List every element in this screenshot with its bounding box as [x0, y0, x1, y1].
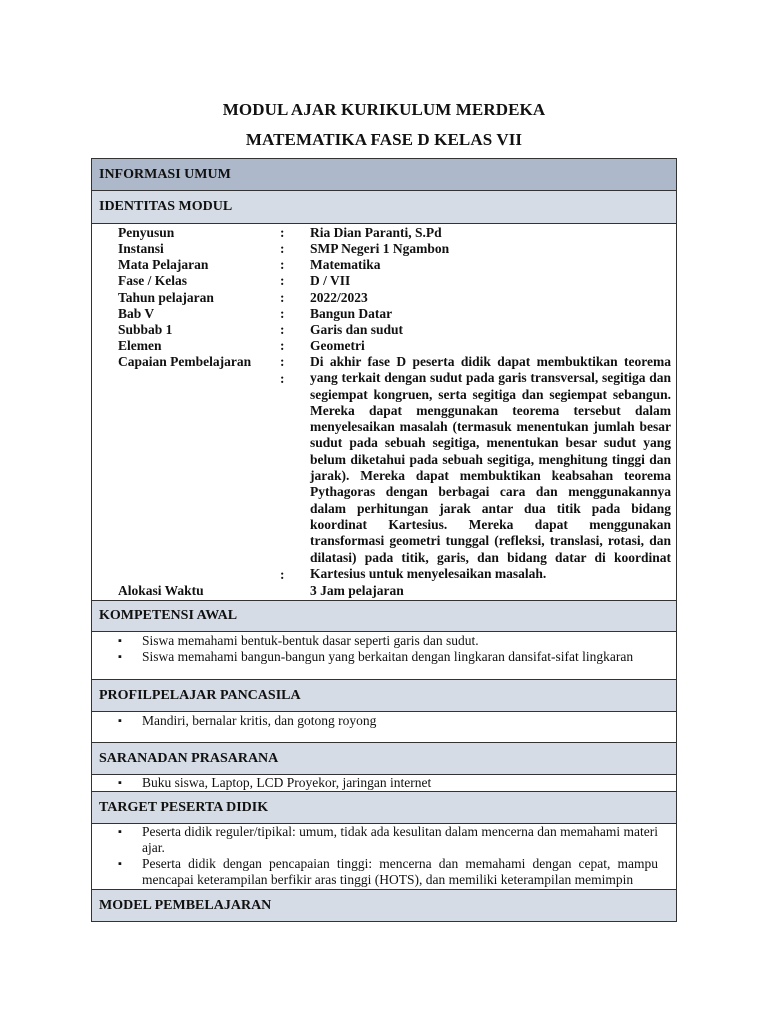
label-penyusun: Penyusun	[118, 225, 175, 240]
label-capaian: Capaian Pembelajaran	[118, 354, 252, 369]
value-elemen: Geometri	[310, 338, 365, 353]
section-label: INFORMASI UMUM	[99, 166, 231, 182]
value-fase-kelas: D / VII	[310, 273, 351, 288]
section-label: MODEL PEMBELAJARAN	[99, 897, 272, 913]
section-kompetensi-awal	[91, 600, 677, 632]
section-profil-pelajar	[91, 679, 677, 712]
target-list	[118, 824, 658, 888]
section-informasi-umum	[91, 158, 677, 191]
value-instansi: SMP Negeri 1 Ngambon	[310, 241, 450, 256]
label-mata-pelajaran: Mata Pelajaran	[118, 257, 209, 272]
section-identitas-modul	[91, 190, 677, 224]
value-bab: Bangun Datar	[310, 306, 393, 321]
colon: :	[280, 306, 285, 321]
document-title-line1: MODUL AJAR KURIKULUM MERDEKA	[222, 100, 546, 119]
list-item: ▪ Buku siswa, Laptop, LCD Proyekor, jaringan internet	[118, 775, 658, 791]
section-label: IDENTITAS MODUL	[99, 199, 233, 214]
colon: :	[280, 354, 285, 369]
section-sarana	[91, 742, 677, 775]
label-fase-kelas: Fase / Kelas	[118, 273, 187, 288]
colon: :	[280, 567, 285, 582]
capaian-text: Di akhir fase D peserta didik dapat membuktikan teorema yang terkait dengan sudut pada garis transversal, segitiga dan segiempat kongruen, serta segitiga dan segiempat sebangun. Mereka dapat menggunakan teorema tersebut dalam menyelesaikan masalah (termasuk menentukan jumlah besar sudut pada sebuah segitiga, menentukan besar sudut yang belum diketahui pada sebuah segitiga, menghitung tinggi dan jarak). Mereka dapat membuktikan keabsahan teorema Pythagoras dengan berbagai cara dan menggunakannya dalam perhitungan jarak antar dua titik pada bidang koordinat Kartesius. Mereka dapat menggunakan transformasi geometri tunggal (refleksi, translasi, rotasi, dan dilatasi) pada titik, garis, dan bidang datar di koordinat Kartesius untuk menyelesaikan masalah.	[310, 354, 671, 581]
section-target	[91, 791, 677, 824]
list-item: ▪ Peserta didik dengan pencapaian tinggi: mencerna dan memahami dengan cepat, mampu mencapai keterampilan berfikir aras tinggi (HOTS), dan memiliki keterampilan memimpin	[118, 856, 658, 888]
list-item: ▪ Siswa memahami bangun-bangun yang berkaitan dengan lingkaran dansifat-sifat lingkaran	[118, 649, 658, 665]
colon: :	[280, 257, 285, 272]
colon: :	[280, 273, 285, 288]
section-label: TARGET PESERTA DIDIK	[99, 799, 269, 815]
value-penyusun: Ria Dian Paranti, S.Pd	[310, 225, 442, 240]
value-alokasi-waktu: 3 Jam pelajaran	[310, 583, 404, 598]
value-mata-pelajaran: Matematika	[310, 257, 381, 272]
colon: :	[280, 290, 285, 305]
section-label: KOMPETENSI AWAL	[99, 608, 238, 623]
list-item: ▪ Peserta didik reguler/tipikal: umum, tidak ada kesulitan dalam mencerna dan memahami materi ajar.	[118, 824, 658, 856]
section-label: SARANADAN PRASARANA	[99, 750, 279, 766]
label-elemen: Elemen	[118, 338, 162, 353]
section-label: PROFILPELAJAR PANCASILA	[99, 687, 301, 703]
colon: :	[280, 241, 285, 256]
colon: :	[280, 371, 285, 386]
label-subbab: Subbab 1	[118, 322, 173, 337]
colon: :	[280, 338, 285, 353]
list-item: ▪ Mandiri, bernalar kritis, dan gotong royong	[118, 713, 658, 729]
kompetensi-list	[118, 633, 658, 665]
list-item: ▪ Siswa memahami bentuk-bentuk dasar seperti garis dan sudut.	[118, 633, 658, 649]
sarana-list	[118, 775, 658, 791]
document-title-line2: MATEMATIKA FASE D KELAS VII	[245, 130, 523, 149]
profil-list	[118, 713, 658, 729]
section-model-pembelajaran	[91, 889, 677, 922]
label-alokasi-waktu: Alokasi Waktu	[118, 583, 204, 598]
value-subbab: Garis dan sudut	[310, 322, 404, 337]
colon: :	[280, 225, 285, 240]
label-tahun-pelajaran: Tahun pelajaran	[118, 290, 214, 305]
label-instansi: Instansi	[118, 241, 164, 256]
label-bab: Bab V	[118, 306, 155, 321]
value-tahun-pelajaran: 2022/2023	[310, 290, 368, 305]
colon: :	[280, 322, 285, 337]
